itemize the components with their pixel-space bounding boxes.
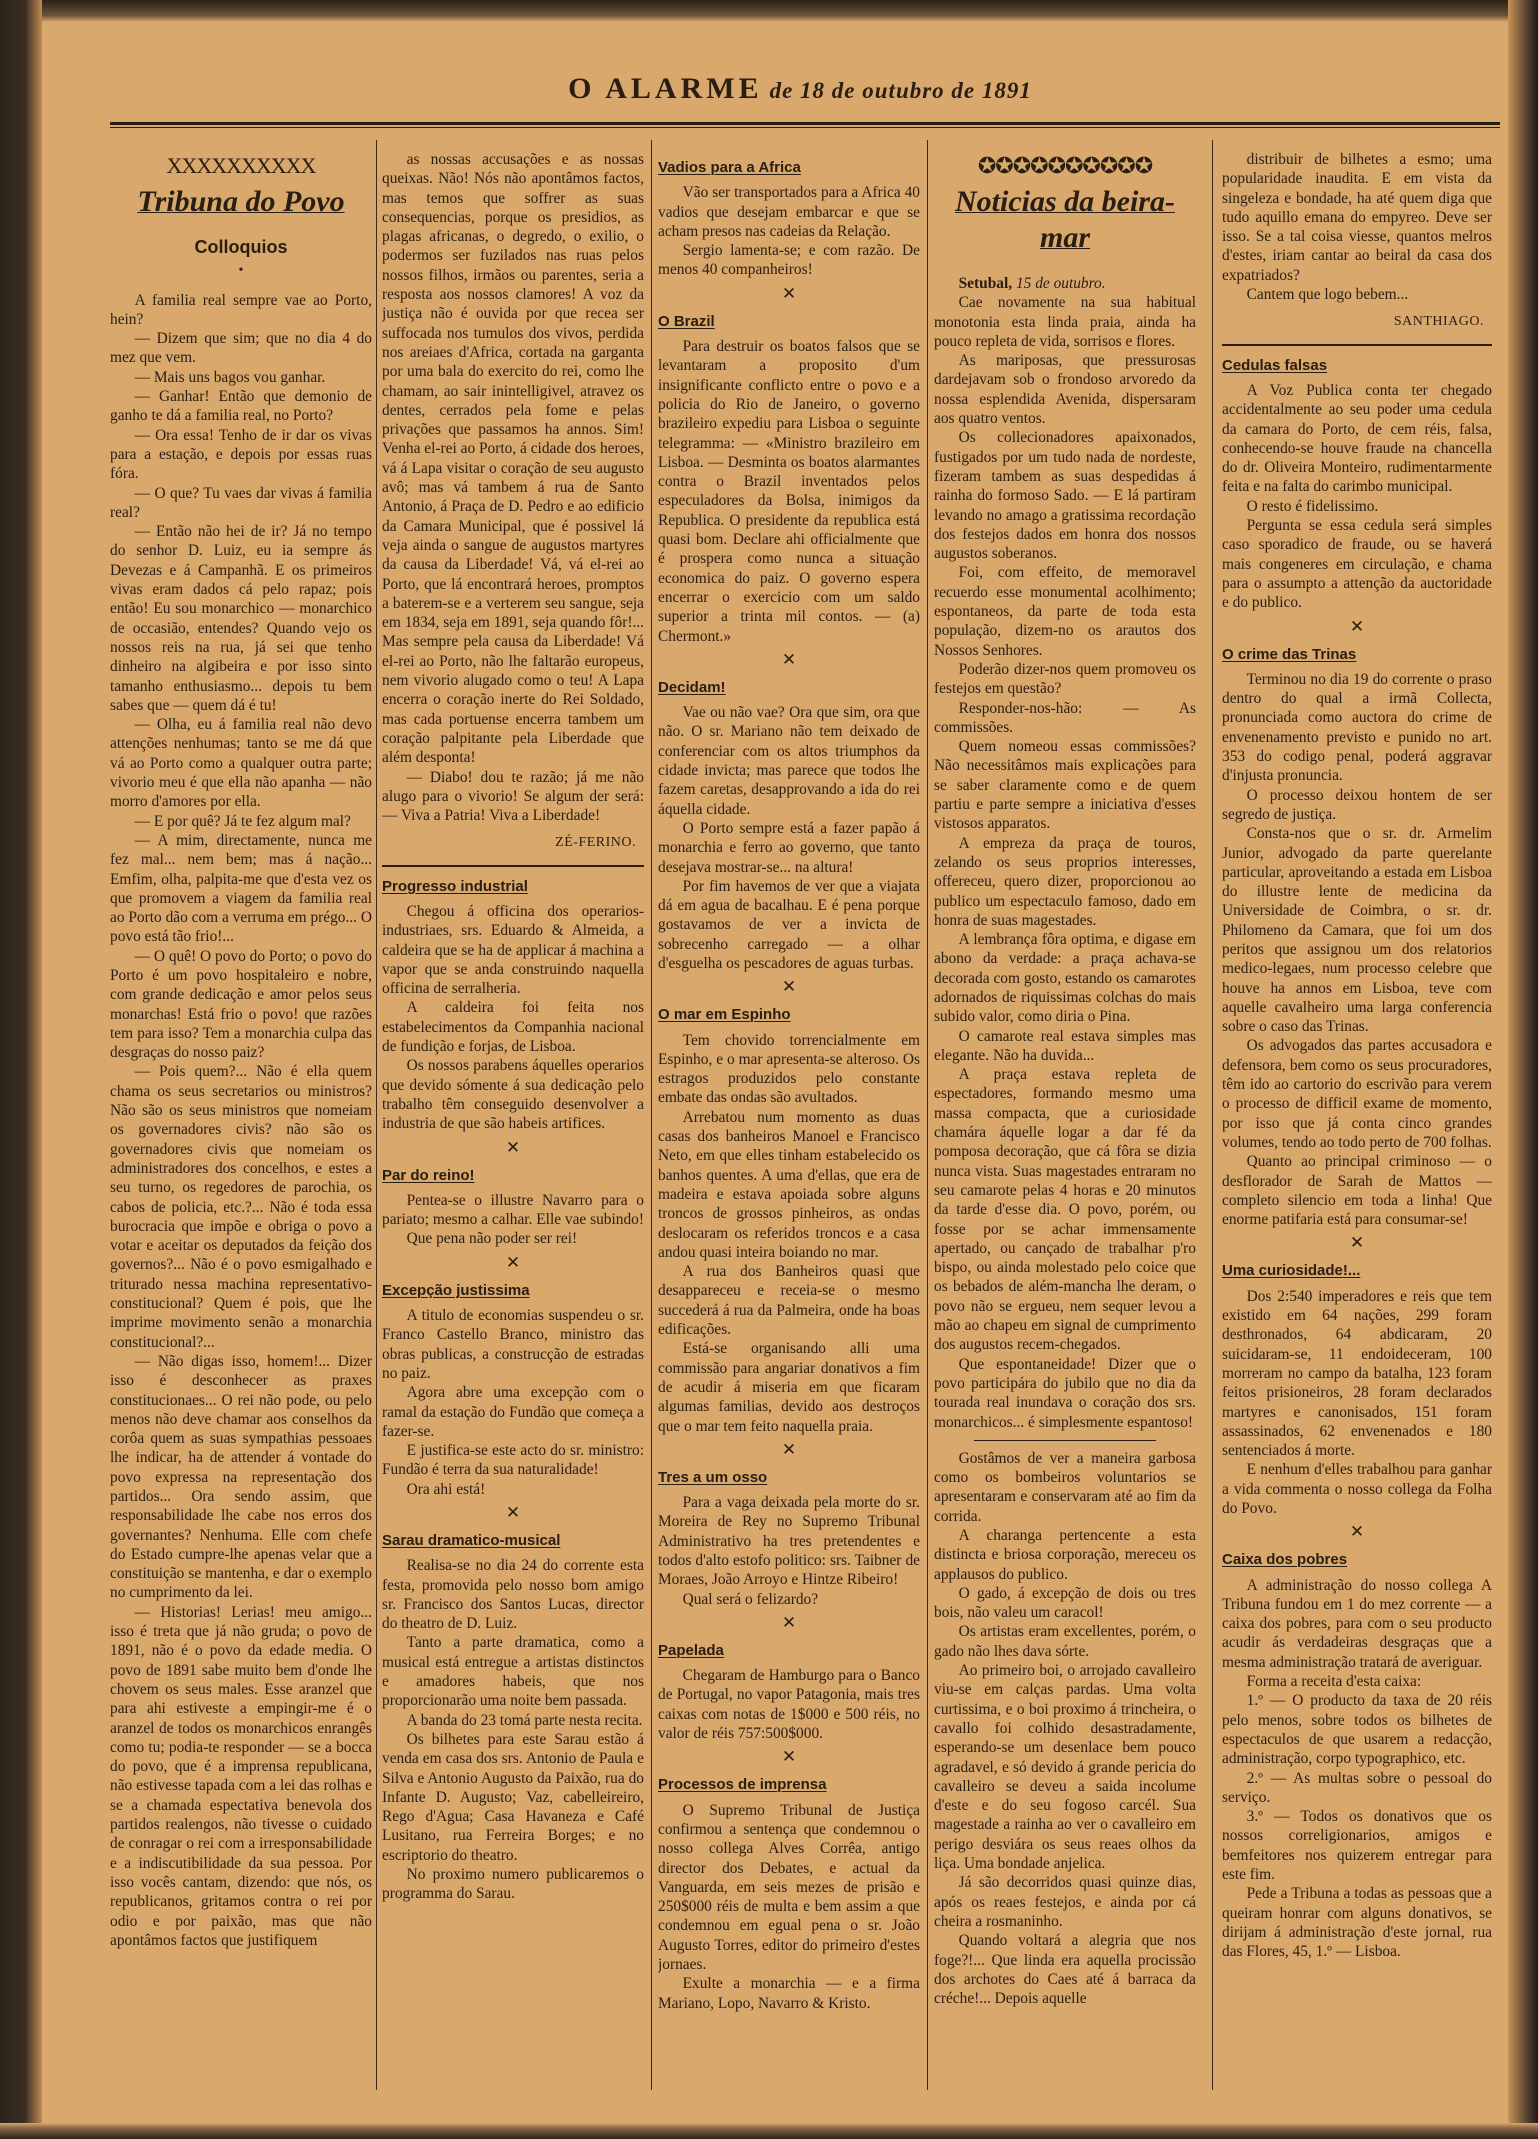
article-body [110,291,372,1951]
paragraph: Para destruir os boatos falsos que se levantaram a proposito d'um insignificante conflicto entre o povo e a policia do Rio de Janeiro, o governo brazileiro expediu para Lisboa o seguinte telegramma: — «Ministro brazileiro em Lisboa. — Desminta os boatos alarmantes contra o Brazil inventados pelos especuladores da Bolsa, inimigos da Republica. O presidente da republica está quasi bom. Declare ahi officialmente que é prospera como nunca a situação economica do paiz. O governo espera encerrar o exercicio com um saldo superior a trinta mil contos. — (a) Chermont.» [658,338,920,645]
paragraph: Pede a Tribuna a todas as pessoas que a queiram honrar com alguns donativos, se dirijam á administração d'este jornal, rua das Flores, 45, 1.º — Lisboa. [1222,1885,1492,1961]
news-heading: Cedulas falsas [1222,356,1328,374]
paragraph: Para a vaga deixada pela morte do sr. Moreira de Rey no Supremo Tribunal Administrativo ha tres pretendentes e todos d'alto estofo politico: srs. Taibner de Moraes, João Arroyo e Hintze Ribeiro! [658,1494,920,1589]
paragraph: Quem nomeou essas commissões? Não necessitâmos mais explicações para se saber claramente como e de quem partiu e parte sempre a iniciativa d'esses vistosos apparatos. [934,738,1196,833]
paragraph: — Ora essa! Tenho de ir dar os vivas para a estação, e depois por essas ruas fóra. [110,426,372,483]
paragraph: E justifica-se este acto do sr. ministro: Fundão é terra da sua naturalidade! [382,1442,644,1479]
column-2 [382,150,644,2100]
paragraph: Quando voltará a alegria que nos foge?!... Que linda era aquella procissão dos archotes do Caes até á barraca da créche!... Depois aquelle [934,1932,1196,2008]
paragraph: A banda do 23 tomá parte nesta recita. [406,1711,643,1729]
paragraph: Agora abre uma excepção com o ramal da estação do Fundão que começa a fazer-se. [382,1384,644,1440]
news-heading: Par do reino! [382,1166,475,1184]
news-heading: Tres a um osso [658,1468,768,1486]
ornament-border: ✪✪✪✪✪✪✪✪✪✪ [977,153,1153,178]
paragraph: A charanga pertencente a esta distincta e briosa corporação, mereceu os applausos do publico. [934,1527,1196,1583]
paragraph: — Dizem que sim; que no dia 4 do mez que vem. [110,330,372,367]
news-heading: Processos de imprensa [658,1776,827,1794]
paragraph: Consta-nos que o sr. dr. Armelim Junior, advogado da parte querelante particular, aproveitando a estada em Lisboa do illustre lente de medicina da Universidade de Coimbra, o sr. dr. Philomeno da Camara, que foi um dos peritos que assignou um dos relatorios medico-legaes, num processo celebre que houve ha annos em Lisboa, teve com aquelle cavalheiro uma larga conferencia sobre o caso das Trinas. [1222,825,1492,1036]
paragraph: Arrebatou num momento as duas casas dos banheiros Manoel e Francisco Neto, em que elles tinham estabelecido os banhos quentes. A uma d'ellas, que era de madeira e estava apoiada sobre alguns troncos de grossos pinheiros, as ondas deslocaram os referidos troncos e a casa andou quasi inteira boiando no mar. [658,1108,920,1261]
paragraph: Ao primeiro boi, o arrojado cavalleiro viu-se em calças pardas. Uma volta curtissima, e o boi proximo á trincheira, o cavallo foi colhido desastradamente, esperando-se um desenlace bem pouco agradavel, e só devido á grande pericia do cavalleiro se deveu a saida incolume d'este e do seu fogoso carcél. Sua magestade a rainha ao ver o cavalleiro em perigo desviára os seus reaes olhos da liça. Uma bondade anjelica. [934,1662,1196,1873]
paragraph: O Porto sempre está a fazer papão á monarchia e ferro ao governo, que tanto desejava mostrar-se... na altura! [658,819,920,876]
news-heading: O Brazil [658,312,715,330]
paragraph: A rua dos Banheiros quasi que desappareceu e receia-se o mesmo succederá á rua da Palmeira, onde ha boas edificações. [658,1263,920,1339]
section-rule [974,1440,1156,1441]
paragraph: — Olha, eu á familia real não devo attenções nenhumas; tanto se me dá que vá ao Porto como a qualquer outra parte; vivorio meu é que ella não apanha — não morro d'amores por ella. [110,716,372,811]
column-rule [927,140,928,2090]
section-separator-icon: ✕ [781,649,797,669]
paragraph: Cae novamente na sua habitual monotonia esta linda praia, ainda ha pouco repleta de vida, sorrisos e flores. [934,294,1196,350]
news-heading: Progresso industrial [382,877,528,895]
paragraph: Realisa-se no dia 24 do corrente esta festa, promovida pelo nosso bom amigo sr. Francisco dos Santos Lucas, director do theatro de D. Luiz. [382,1557,644,1633]
newspaper-name: O ALARME [568,72,763,105]
paragraph: A familia real sempre vae ao Porto, hein? [110,291,372,328]
paragraph: — A mim, directamente, nunca me fez mal... nem bem; mas á nação... Emfim, olha, palpita-me que d'esta vez os que promovem a viagem da familia real ao Porto dão com a verruma em prégo... O povo está tão frio!... [110,831,372,946]
column-rule [1212,140,1213,2090]
paragraph: No proximo numero publicaremos o programma do Sarau. [382,1866,644,1903]
paragraph: Cantem que logo bebem... [1246,286,1409,304]
section-separator-icon: ✕ [1349,616,1365,636]
paragraph: Exulte a monarchia — e a firma Mariano, Lopo, Navarro & Kristo. [658,1975,920,2012]
paragraph: — O quê! O povo do Porto; o povo do Porto é um povo hospitaleiro e nobre, com grande dedicação e amor pelos seus monarchas! Está frio o povo! que razões tem para isso? Tem a monarchia culpa das desgraças do nosso paiz? [110,947,372,1062]
paragraph: Tem chovido torrencialmente em Espinho, e o mar apresenta-se alteroso. Os estragos produzidos pelo constante embate das ondas são avultados. [658,1031,920,1107]
paragraph: Os advogados das partes accusadora e defensora, bem como os seus procuradores, têm ido ao cartorio do escrivão para verem o processo de difficil exame de momento, por isso que já conta cinco grandes volumes, tendo ao todo perto de 700 folhas. [1222,1037,1492,1151]
paragraph: — Ganhar! Então que demonio de ganho te dá a familia real, no Porto? [110,388,372,425]
paragraph: Os nossos parabens áquelles operarios que devido sómente á sua dedicação pelo trabalho têm conseguido desenvolver a industria de que são habeis artifices. [382,1057,644,1133]
news-heading: O crime das Trinas [1222,645,1357,663]
news-sections [1222,356,1492,1962]
dateline-date: 15 de outubro. [1015,275,1106,292]
column-rule [651,140,652,2090]
paragraph: Pergunta se essa cedula será simples caso sporadico de fraude, ou se haverá mais congeneres em circulação, e chama para o assumpto a attenção da auctoridade e do publico. [1222,517,1492,612]
column-1 [110,150,372,2100]
section-separator-icon: ✕ [505,1503,521,1522]
section-rule [1222,344,1492,346]
news-heading: Vadios para a Africa [658,159,801,176]
separator: • [238,263,244,279]
paragraph: Ora ahi está! [406,1480,486,1498]
scan-border-top [0,0,1538,22]
paragraph: — Então não hei de ir? Já no tempo do senhor D. Luiz, eu ia sempre ás Devezas e á Campanhã. E os primeiros vivas eram dados cá pelo rapaz; pois então! Eu sou monarchico — monarchico de occasião, entendes? Quando vejo os nossos reis na rua, já sei que tenho dinheiro na algibeira e por isso sinto tamanho enthusiasmo... depois tu bem sabes que — quem dá é tu! [110,523,372,714]
paragraph: Sergio lamenta-se; e com razão. De menos 40 companheiros! [658,242,920,279]
masthead [110,72,1490,106]
section-separator-icon: ✕ [781,1612,797,1632]
article-continuation [1222,150,1492,304]
paragraph: O processo deixou hontem de ser segredo de justiça. [1222,786,1492,823]
paragraph: Os bilhetes para este Sarau estão á venda em casa dos srs. Antonio de Paula e Silva e Antonio Augusto da Paixão, rua do Infante D. Augusto; Vaz, cabelleireiro, Rego d'Agua; Casa Havaneza e Café Lusitano, rua Ferreira Borges; e no escriptorio do theatro. [382,1730,644,1864]
paragraph: A lembrança fôra optima, e digase em abono da verdade: a praça achava-se decorada com gosto, estando os camarotes adornados de riquissimas colchas do mais subido valor, como diria o Pina. [934,931,1196,1026]
paragraph: Está-se organisando alli uma commissão para angariar donativos a fim de acudir á miseria em que ficaram algumas familias, devido aos destroços que o mar tem feito naquella praia. [658,1340,920,1435]
paragraph: Vão ser transportados para a Africa 40 vadios que desejam embarcar e que se acham presos nas cadeias da Relação. [658,184,920,240]
paragraph: 1.º — O producto da taxa de 20 réis pelo menos, sobre todos os bilhetes de espectaculos de que usarem a redacção, administração, corpo typographico, etc. [1222,1692,1492,1768]
article-continuation [382,150,644,825]
section-rule [382,865,644,867]
section-title: Tribuna do Povo [137,185,345,218]
paragraph: as nossas accusações e as nossas queixas. Não! Nós não apontâmos factos, mas temos que soffrer as suas consequencias, porque os presidios, as plagas africanas, o degredo, o exilio, o podermos ser fuzilados nas ruas pelos nossos filhos, irmãos ou parentes, seria a resposta aos nossos clamores! A voz da justiça não é ouvida por que recea ser suffocada nos tumulos dos vivos, perdida nos areiaes d'Africa, cortada na garganta por uma bala do exercito do rei, como lhe chamam, ao sair inintelligivel, atravez os dentes, cerrados pela fome e pelas privações que passamos ha annos. Sim! Venha el-rei ao Porto, á cidade dos heroes, vá á Lapa visitar o coração de seu augusto avô; mas vá tambem á rua de Santo Antonio, á Praça de D. Pedro e ao edificio da Camara Municipal, que é possivel lá veja ainda o sangue de augustos martyres da causa da Liberdade! Vá, vá el-rei ao Porto, que lá encontrará heroes, promptos a baterem-se e a verterem seu sangue, seja em 1834, seja em 1891, seja quando fôr!... Mas sempre pela causa da Liberdade! Vá el-rei ao Porto, não lhe faltarão europeus, nem vivorio alugado como o teu! A Lapa encerra o coração inerte do Rei Soldado, mas cada portuense encerra tambem um coração palpitante pela Liberdade que além desponta! [382,151,644,767]
scan-border-left [0,0,42,2139]
paragraph: Que espontaneidade! Dizer que o povo participára do jubilo que no dia da tourada real inundava o coração dos srs. monarchicos... é simplesmente espantoso! [934,1355,1196,1431]
news-heading: Decidam! [658,678,726,696]
paragraph: Qual será o felizardo? [682,1590,819,1608]
section-separator-icon: ✕ [1349,1522,1365,1542]
paragraph: Gostâmos de ver a maneira garbosa como os bombeiros voluntarios se apresentaram e conservaram até ao fim da corrida. [934,1449,1196,1525]
paragraph: O camarote real estava simples mas elegante. Não ha duvida... [934,1027,1196,1064]
paragraph: 3.º — Todos os donativos que os nossos correligionarios, amigos e bemfeitores nos quizerem entregar para este fim. [1222,1808,1492,1884]
masthead-rule [110,122,1500,128]
section-separator-icon: ✕ [505,1137,521,1157]
paragraph: — Mais uns bagos vou ganhar. [134,368,326,386]
news-heading: Uma curiosidade!... [1222,1262,1361,1280]
paragraph: Foi, com effeito, de memoravel recuerdo esse monumental acolhimento; espontaneos, da parte de toda esta população, dizem-no os arautos dos Nossos Senhores. [934,564,1196,659]
article-body [934,1449,1196,2009]
scan-border-bottom [0,2123,1538,2139]
paragraph: A empreza da praça de touros, zelando os seus proprios interesses, offereceu, quero dizer, proporcionou ao publico um espectaculo famoso, dado em honra de suas magestades. [934,834,1196,929]
column-3 [658,150,920,2100]
author-signature: SANTHIAGO. [1393,314,1484,330]
paragraph: Já são decorridos quasi quinze dias, após os reaes festejos, e ainda por cá cheira a rosmaninho. [934,1874,1196,1930]
paragraph: Pentea-se o illustre Navarro para o pariato; mesmo a calhar. Elle vae subindo! [382,1191,644,1229]
section-separator-icon: ✕ [505,1252,521,1272]
news-sections [658,158,920,2013]
article-body [934,293,1196,1432]
paragraph: Forma a receita d'esta caixa: [1246,1673,1422,1691]
paragraph: — O que? Tu vaes dar vivas á familia real? [110,484,372,521]
paragraph: — Diabo! dou te razão; já me não alugo para o vivorio! Se algum der será: — Viva a Patria! Viva a Liberdade! [382,768,644,825]
paragraph: A praça estava repleta de espectadores, formando mesmo uma massa compacta, que a curiosidade chamára áquelle logar a dar fé da pomposa decoração, que cá fôra se dizia nunca vista. Suas magestades entraram no seu camarote pelas 4 horas e 20 minutos da tarde d'esse dia. O povo, porém, ou fosse por se achar immensamente apertado, ou cançado de trabalhar p'ro bispo, ou ainda molestado pelo coice que os bebados de além-mancha lhe deram, o povo não se ergueu, nem sequer levou a mão ao chapeu em signal de cumprimento dos augustos recem-chegados. [934,1066,1196,1354]
paragraph: Por fim havemos de ver que a viajata dá em agua de bacalhau. E é pena porque gostavamos de ver a invicta de sobrecenho carregado — a olhar d'esguelha os pescadores de aguas turbas. [658,877,920,972]
author-signature: ZÉ-FERINO. [555,835,636,851]
section-separator-icon: ✕ [1349,1233,1365,1253]
paragraph: Os artistas eram excellentes, porém, o gado não lhes dava sórte. [934,1623,1196,1660]
paragraph: Chegaram de Hamburgo para o Banco de Portugal, no vapor Patagonia, mais tres caixas com notas de 1$000 e 500 réis, no valor de réis 757:500$000. [658,1667,920,1743]
dateline [934,274,1196,293]
section-title: Noticias da beira-mar [955,185,1175,254]
paragraph: O Supremo Tribunal de Justiça confirmou a sentença que condemnou o nosso collega Alves Corrêa, antigo director dos Debates, e actual da Vanguarda, em seis mezes de prisão e 250$000 réis de multa e bem assim a que condemnou em egual pena o sr. João Augusto Torres, editor do primeiro d'estes jornaes. [658,1801,920,1974]
paragraph: distribuir de bilhetes a esmo; uma popularidade inaudita. E em vista da singeleza e bondade, ha até quem diga que tudo aquillo emana do empyreo. Deve ser isso. Se a tal coisa viesse, quantos melros d'estes, iriam cantar ao beiral da casa dos expatriados? [1222,151,1492,284]
paragraph: Responder-nos-hão: — As commissões. [934,699,1196,736]
paragraph: Os collecionadores apaixonados, fustigados por um tudo nada de nordeste, fizeram tambem as suas despedidas á rainha do formoso Sado. — E lá partiram levando no amago a gratissima recordação dos festejos dados em honra dos nossos augustos soberanos. [934,429,1196,563]
ornament-border: XXXXXXXXXX [166,153,316,178]
paragraph: Poderão dizer-nos quem promoveu os festejos em questão? [934,660,1196,698]
paragraph: — Historias! Lerias! meu amigo... isso é treta que já não gruda; o povo de 1891, não é o povo da edade media. O povo de 1891 sabe muito bem d'onde lhe chovem os seus males. Esse aranzel que para ahi estiveste a empingir-me é o aranzel de todos os monarchicos enrangês como tu; podia-te responder — se a bocca do povo, que é a imprensa republicana, não estivesse tapada com a lei das rolhas e se a chamada espectativa benevola dos partidos realengos, não tivesse o cuidado de conragar o rei com a irresponsabilidade e a indiscutibilidade da sua pessoa. Por isso vocês cantam, dizendo: que nós, os republicanos, gritamos contra o rei por odio e por paixão, mas que não apontâmos factos que justifiquem [110,1603,372,1949]
paragraph: Chegou á officina dos operarios-industriaes, srs. Eduardo & Almeida, a caldeira que se ha de applicar á machina a vapor que se anda construindo naquella officina de serralheria. [382,902,644,998]
column-4 [934,150,1196,2100]
column-rule [376,140,377,2090]
paragraph: 2.º — As multas sobre o pessoal do serviço. [1222,1769,1492,1806]
news-sections [382,877,644,1904]
paragraph: — Pois quem?... Não é ella quem chama os seus secretarios ou ministros? Não são os seus ministros que nomeiam os governadores civis? não são os governadores civis que nomeiam os administradores dos concelhos, e estes a seu turno, os regedores de parochia, os cabos de policia, etc.?... Não é toda essa burocracia que impõe e obriga o povo a votar e aceitar os deputados da feição dos governos?... Não é o povo esmigalhado e triturado nessa machina representativo-constitucional? Quem é pois, que lhe imprime movimento senão a monarchia constitucional?... [110,1063,372,1351]
paragraph: Terminou no dia 19 do corrente o praso dentro do qual a irmã Collecta, pronunciada como auctora do crime de envenenamento previsto e punido no art. 353 do codigo penal, poderá aggravar d'injusta pronuncia. [1222,670,1492,785]
news-heading: Excepção justissima [382,1281,530,1299]
news-heading: Sarau dramatico-musical [382,1532,561,1549]
article-title: Colloquios [194,237,288,257]
paragraph: Vae ou não vae? Ora que sim, ora que não. O sr. Mariano não tem deixado de conferenciar com os altos triumphos da cidade invicta; mas parece que todos lhe fazem caretas, desapprovando a ida do rei áquella cidade. [658,704,920,818]
column-5 [1222,150,1492,2100]
news-heading: Papelada [658,1641,724,1659]
paragraph: A caldeira foi feita nos estabelecimentos da Companhia nacional de fundição e forjas, de Lisboa. [382,999,644,1056]
paragraph: O resto é fidelissimo. [1246,497,1379,515]
paragraph: Dos 2:540 imperadores e reis que tem existido em 64 nações, 299 foram desthronados, 64 abdicaram, 20 suicidaram-se, 11 endoideceram, 100 morreram no campo da batalha, 123 foram feitos prisioneiros, 28 foram declarados martyres e canonisados, 151 foram assassinados, 62 envenenados e 180 sentenciados á morte. [1222,1287,1492,1460]
paragraph: A Voz Publica conta ter chegado accidentalmente ao seu poder uma cedula da camara do Porto, de cem réis, falsa, conhecendo-se houve fraude na chancella do dr. Oliveira Monteiro, rudimentarmente feita e na falta do carimbo municipal. [1222,381,1492,496]
paragraph: O gado, á excepção de dois ou tres bois, não valeu um caracol! [934,1584,1196,1622]
paragraph: As mariposas, que pressurosas dardejavam sob o frondoso arvoredo da nossa esplendida Avenida, dispersaram aos quatro ventos. [934,352,1196,428]
paragraph: Que pena não poder ser rei! [406,1230,578,1248]
paragraph: Quanto ao principal criminoso — o desflorador de Sarah de Mattos — completo silencio em toda a linha! Que enorme patifaria está para consumar-se! [1222,1153,1492,1229]
section-separator-icon: ✕ [781,1747,797,1767]
paragraph: E nenhum d'elles trabalhou para ganhar a vida commenta o nosso collega da Folha do Povo. [1222,1461,1492,1517]
section-separator-icon: ✕ [781,1439,797,1459]
paragraph: A titulo de economias suspendeu o sr. Franco Castello Branco, ministro das obras publicas, a construcção de estradas no paiz. [382,1307,644,1382]
section-separator-icon: ✕ [781,283,797,303]
section-separator-icon: ✕ [781,977,797,997]
paragraph: — E por quê? Já te fez algum mal? [134,812,351,830]
paragraph: — Não digas isso, homem!... Dizer isso é desconhecer as praxes constitucionaes... O rei não pode, ou pelo menos não deve chamar aos conselhos da corôa quem as suas sympathias pessoaes lhe indicar, ha de attender á vontade do povo expressa na representação dos partidos... Ora sendo assim, que responsabilidade lhe cabe nos erros dos governantes? Nenhuma. Elle com chefe do Estado cumpre-lhe apenas velar que a constituição se mantenha, e dar o exemplo no cumprimento da lei. [110,1352,372,1602]
news-heading: O mar em Espinho [658,1006,791,1024]
news-heading: Caixa dos pobres [1222,1551,1348,1569]
paragraph: A administração do nosso collega A Tribuna fundou em 1 do mez corrente — a caixa dos pobres, para com o seu producto acudir ás verdadeiras desgraças que a mesma administração tratará de averiguar. [1222,1576,1492,1671]
issue-date: de 18 de outubro de 1891 [769,78,1032,103]
scan-border-right [1508,0,1538,2139]
dateline-place: Setubal, [958,275,1013,292]
paragraph: Tanto a parte dramatica, como a musical está entregue a artistas distinctos e amadores habeis, que nos proporcionarão uma noite bem passada. [382,1634,644,1710]
